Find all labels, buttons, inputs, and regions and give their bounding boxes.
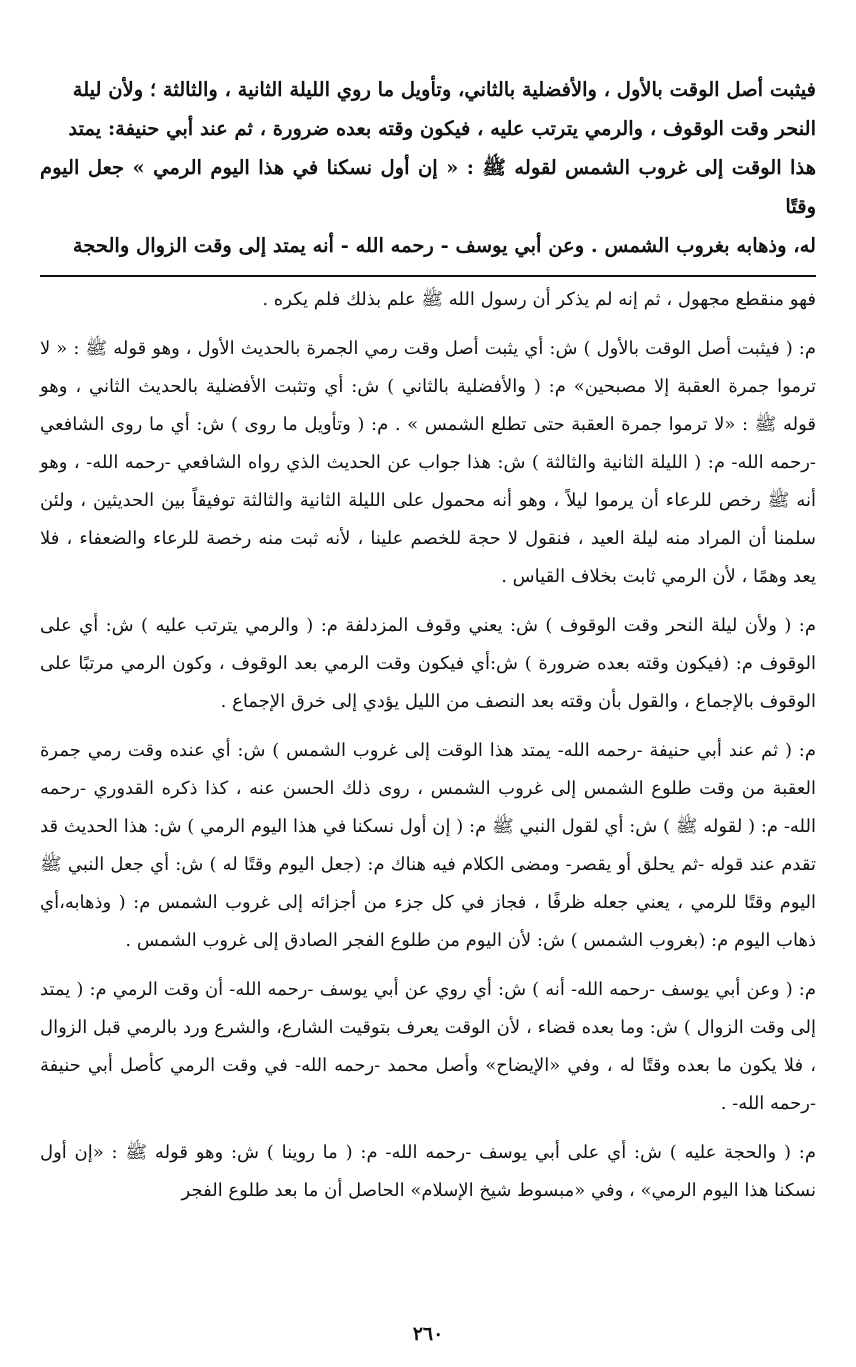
main-text — [40, 70, 816, 265]
main-text-line: هذا الوقت إلى غروب الشمس لقوله ﷺ : « إن أول نسكنا في هذا اليوم الرمي » جعل اليوم وقتًا — [40, 156, 816, 218]
commentary-paragraph: م: ( ولأن ليلة النحر وقت الوقوف ) ش: يعني وقوف المزدلفة م: ( والرمي يترتب عليه ) ش: أي على الوقوف م: (فيكون وقته بعده ضرورة ) ش:أي فيكون وقت الرمي بعد الوقوف ، وكون الرمي مرتبًا على الوقوف بالإجماع ، والقول بأن وقته بعد النصف من الليل يؤدي إلى خرق الإجماع . — [40, 615, 816, 712]
page-number: ٢٦٠ — [412, 1323, 444, 1345]
commentary-section — [40, 281, 816, 1210]
main-text-line: النحر وقت الوقوف ، والرمي يترتب عليه ، فيكون وقته بعده ضرورة ، ثم عند أبي حنيفة: يمتد — [68, 117, 816, 140]
commentary-paragraph: م: ( ثم عند أبي حنيفة -رحمه الله- يمتد هذا الوقت إلى غروب الشمس ) ش: أي عنده وقت رمي جمرة العقبة من وقت طلوع الشمس إلى غروب الشمس ، روى ذلك الحسن عنه ، كذا ذكره القدوري -رحمه الله- م: ( لقوله ﷺ ) ش: أي لقول النبي ﷺ م: ( إن أول نسكنا في هذا اليوم الرمي ) ش: هذا الحديث قد تقدم عند قوله -ثم يحلق أو يقصر- ومضى الكلام فيه هناك م: (جعل اليوم وقتًا له ) ش: أي جعل النبي ﷺ اليوم وقتًا للرمي ، يعني جعله ظرفًا ، فجاز في كل جزء من أجزائه إلى غروب الشمس م: ( وذهابه،أي ذهاب اليوم م: (بغروب الشمس ) ش: لأن اليوم من طلوع الفجر الصادق إلى غروب الشمس . — [40, 740, 816, 951]
separator-rule — [40, 275, 816, 277]
document-page — [40, 70, 816, 1221]
commentary-paragraph: فهو منقطع مجهول ، ثم إنه لم يذكر أن رسول الله ﷺ علم بذلك فلم يكره . — [262, 289, 816, 310]
main-text-line: له، وذهابه بغروب الشمس . وعن أبي يوسف - رحمه الله - أنه يمتد إلى وقت الزوال والحجة — [72, 234, 816, 257]
commentary-paragraph: م: ( وعن أبي يوسف -رحمه الله- أنه ) ش: أي روي عن أبي يوسف -رحمه الله- أن وقت الرمي م: ( يمتد إلى وقت الزوال ) ش: وما بعده قضاء ، لأن الوقت يعرف بتوقيت الشارع، والشرع ورد بالرمي قبل الزوال ، فلا يكون ما بعده وقتًا له ، وفي «الإيضاح» وأصل محمد -رحمه الله- في وقت الرمي كأصل أبي حنيفة -رحمه الله- . — [40, 979, 816, 1114]
main-text-line: فيثبت أصل الوقت بالأول ، والأفضلية بالثاني، وتأويل ما روي الليلة الثانية ، والثالثة ؛ ولأن ليلة — [72, 78, 816, 101]
commentary-paragraph: م: ( فيثبت أصل الوقت بالأول ) ش: أي يثبت أصل وقت رمي الجمرة بالحديث الأول ، وهو قوله ﷺ : « لا ترموا جمرة العقبة إلا مصبحين» م: ( والأفضلية بالثاني ) ش: أي وتثبت الأفضلية بالحديث الثاني ، وهو قوله ﷺ : «لا ترموا جمرة العقبة حتى تطلع الشمس » . م: ( وتأويل ما روى ) ش: أي ما روى الشافعي -رحمه الله- م: ( الليلة الثانية والثالثة ) ش: هذا جواب عن الحديث الذي رواه الشافعي -رحمه الله- ، وهو أنه ﷺ رخص للرعاء أن يرموا ليلاً ، وهو أنه محمول على الليلة الثانية والثالثة توفيقاً بين الحديثين ، ولئن سلمنا أن المراد منه ليلة العيد ، فنقول لا حجة للخصم علينا ، لأنه ثبت منه رخصة للرعاء والضعفاء ، فلا يعد وهمًا ، لأن الرمي ثابت بخلاف القياس . — [40, 338, 816, 587]
commentary-paragraph: م: ( والحجة عليه ) ش: أي على أبي يوسف -رحمه الله- م: ( ما روينا ) ش: وهو قوله ﷺ : «إن أول نسكنا هذا اليوم الرمي» ، وفي «مبسوط شيخ الإسلام» الحاصل أن ما بعد طلوع الفجر — [40, 1142, 816, 1201]
